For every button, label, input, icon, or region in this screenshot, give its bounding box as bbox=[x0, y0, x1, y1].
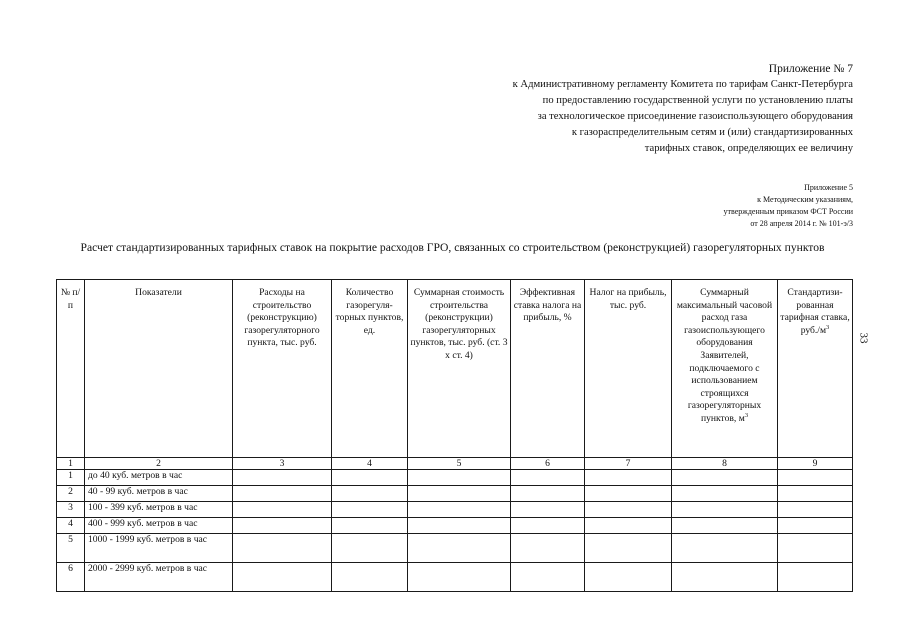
page-number: 33 bbox=[857, 332, 870, 344]
header-tariff-rate bbox=[778, 280, 853, 458]
column-number: 7 bbox=[585, 458, 672, 470]
appendix-7-line: по предоставлению государственной услуги по установлению платы bbox=[542, 95, 853, 106]
cell-costs bbox=[233, 518, 332, 534]
cell-profit-tax bbox=[585, 470, 672, 486]
row-indicator: 40 - 99 куб. метров в час bbox=[85, 486, 233, 502]
column-number: 1 bbox=[57, 458, 85, 470]
cell-gas-flow bbox=[672, 563, 778, 592]
cell-total-cost bbox=[408, 470, 511, 486]
cell-tariff-rate bbox=[778, 534, 853, 563]
cell-costs bbox=[233, 534, 332, 563]
cell-total-cost bbox=[408, 534, 511, 563]
table-header-row bbox=[57, 280, 853, 458]
cell-costs bbox=[233, 470, 332, 486]
appendix-5-line: Приложение 5 bbox=[804, 183, 853, 192]
row-indicator: 2000 - 2999 куб. метров в час bbox=[85, 563, 233, 592]
appendix-5-line: утвержденным приказом ФСТ России bbox=[723, 207, 853, 216]
cell-total-cost bbox=[408, 502, 511, 518]
table-row bbox=[57, 563, 853, 592]
cell-count bbox=[332, 518, 408, 534]
appendix-7-line: тарифных ставок, определяющих ее величину bbox=[644, 143, 853, 154]
cell-profit-tax bbox=[585, 486, 672, 502]
header-profit-tax: Налог на прибыль, тыс. руб. bbox=[585, 280, 672, 458]
column-number: 3 bbox=[233, 458, 332, 470]
column-number: 2 bbox=[85, 458, 233, 470]
table-row bbox=[57, 502, 853, 518]
cell-costs bbox=[233, 563, 332, 592]
cell-tariff-rate bbox=[778, 470, 853, 486]
cell-profit-tax bbox=[585, 502, 672, 518]
cell-gas-flow bbox=[672, 486, 778, 502]
row-number: 3 bbox=[57, 502, 85, 518]
document-title: Расчет стандартизированных тарифных ставок на покрытие расходов ГРО, связанных со строительством (реконструкцией) газорегуляторных пунктов bbox=[80, 241, 825, 254]
cell-profit-tax bbox=[585, 534, 672, 563]
tariff-table bbox=[56, 279, 853, 592]
cell-total-cost bbox=[408, 518, 511, 534]
appendix-5-header bbox=[724, 182, 853, 230]
row-number: 4 bbox=[57, 518, 85, 534]
cell-tax-rate bbox=[511, 486, 585, 502]
table-row bbox=[57, 470, 853, 486]
header-total-cost: Суммарная стоимость строительства (реконструкции) газорегуляторных пунктов, тыс. руб. (ст. 3 х ст. 4) bbox=[408, 280, 511, 458]
cell-profit-tax bbox=[585, 518, 672, 534]
cell-tax-rate bbox=[511, 470, 585, 486]
cell-count bbox=[332, 486, 408, 502]
appendix-7-line: к Административному регламенту Комитета по тарифам Санкт-Петербурга bbox=[512, 79, 853, 90]
column-number: 6 bbox=[511, 458, 585, 470]
cell-tax-rate bbox=[511, 534, 585, 563]
table-row bbox=[57, 534, 853, 563]
appendix-5-line: от 28 апреля 2014 г. № 101-э/3 bbox=[750, 219, 853, 228]
cell-count bbox=[332, 563, 408, 592]
cell-gas-flow bbox=[672, 502, 778, 518]
column-number: 8 bbox=[672, 458, 778, 470]
cell-total-cost bbox=[408, 486, 511, 502]
cell-tariff-rate bbox=[778, 502, 853, 518]
row-indicator: до 40 куб. метров в час bbox=[85, 470, 233, 486]
column-number: 4 bbox=[332, 458, 408, 470]
column-number: 9 bbox=[778, 458, 853, 470]
cell-profit-tax bbox=[585, 563, 672, 592]
cell-count bbox=[332, 502, 408, 518]
row-number: 2 bbox=[57, 486, 85, 502]
header-indicators: Показатели bbox=[85, 280, 233, 458]
column-number: 5 bbox=[408, 458, 511, 470]
cell-tax-rate bbox=[511, 502, 585, 518]
cell-tax-rate bbox=[511, 518, 585, 534]
cell-gas-flow bbox=[672, 470, 778, 486]
header-gas-flow-text: Суммарный максимальный часовой расход газа газоиспользующего оборудования Заявителей, подключаемого с использованием строящихся газорегуляторных пунктов, м bbox=[676, 287, 773, 424]
cell-count bbox=[332, 470, 408, 486]
header-count: Количество газорегуля-торных пунктов, ед. bbox=[332, 280, 408, 458]
appendix-7-title: Приложение № 7 bbox=[768, 63, 853, 75]
row-indicator: 1000 - 1999 куб. метров в час bbox=[85, 534, 233, 563]
column-number-row bbox=[57, 458, 853, 470]
cell-count bbox=[332, 534, 408, 563]
appendix-7-header bbox=[513, 62, 853, 157]
header-tariff-rate-text: Стандартизи-рованная тарифная ставка, руб./м bbox=[780, 287, 850, 336]
appendix-7-line: к газораспределительным сетям и (или) стандартизированных bbox=[571, 127, 853, 138]
cell-gas-flow bbox=[672, 518, 778, 534]
header-gas-flow-sup: 3 bbox=[744, 411, 749, 419]
header-costs: Расходы на строительство (реконструкцию) газорегуляторного пункта, тыс. руб. bbox=[233, 280, 332, 458]
table-row bbox=[57, 518, 853, 534]
appendix-7-line: за технологическое присоединение газоиспользующего оборудования bbox=[537, 111, 853, 122]
cell-tariff-rate bbox=[778, 486, 853, 502]
header-no: № п/п bbox=[57, 280, 85, 458]
row-indicator: 100 - 399 куб. метров в час bbox=[85, 502, 233, 518]
cell-tax-rate bbox=[511, 563, 585, 592]
row-number: 6 bbox=[57, 563, 85, 592]
header-gas-flow bbox=[672, 280, 778, 458]
row-number: 1 bbox=[57, 470, 85, 486]
appendix-5-line: к Методическим указаниям, bbox=[757, 195, 853, 204]
header-tax-rate: Эффективная ставка налога на прибыль, % bbox=[511, 280, 585, 458]
cell-tariff-rate bbox=[778, 518, 853, 534]
header-tariff-rate-sup: 3 bbox=[826, 323, 830, 331]
cell-costs bbox=[233, 486, 332, 502]
cell-costs bbox=[233, 502, 332, 518]
table-row bbox=[57, 486, 853, 502]
row-indicator: 400 - 999 куб. метров в час bbox=[85, 518, 233, 534]
cell-tariff-rate bbox=[778, 563, 853, 592]
cell-gas-flow bbox=[672, 534, 778, 563]
cell-total-cost bbox=[408, 563, 511, 592]
row-number: 5 bbox=[57, 534, 85, 563]
